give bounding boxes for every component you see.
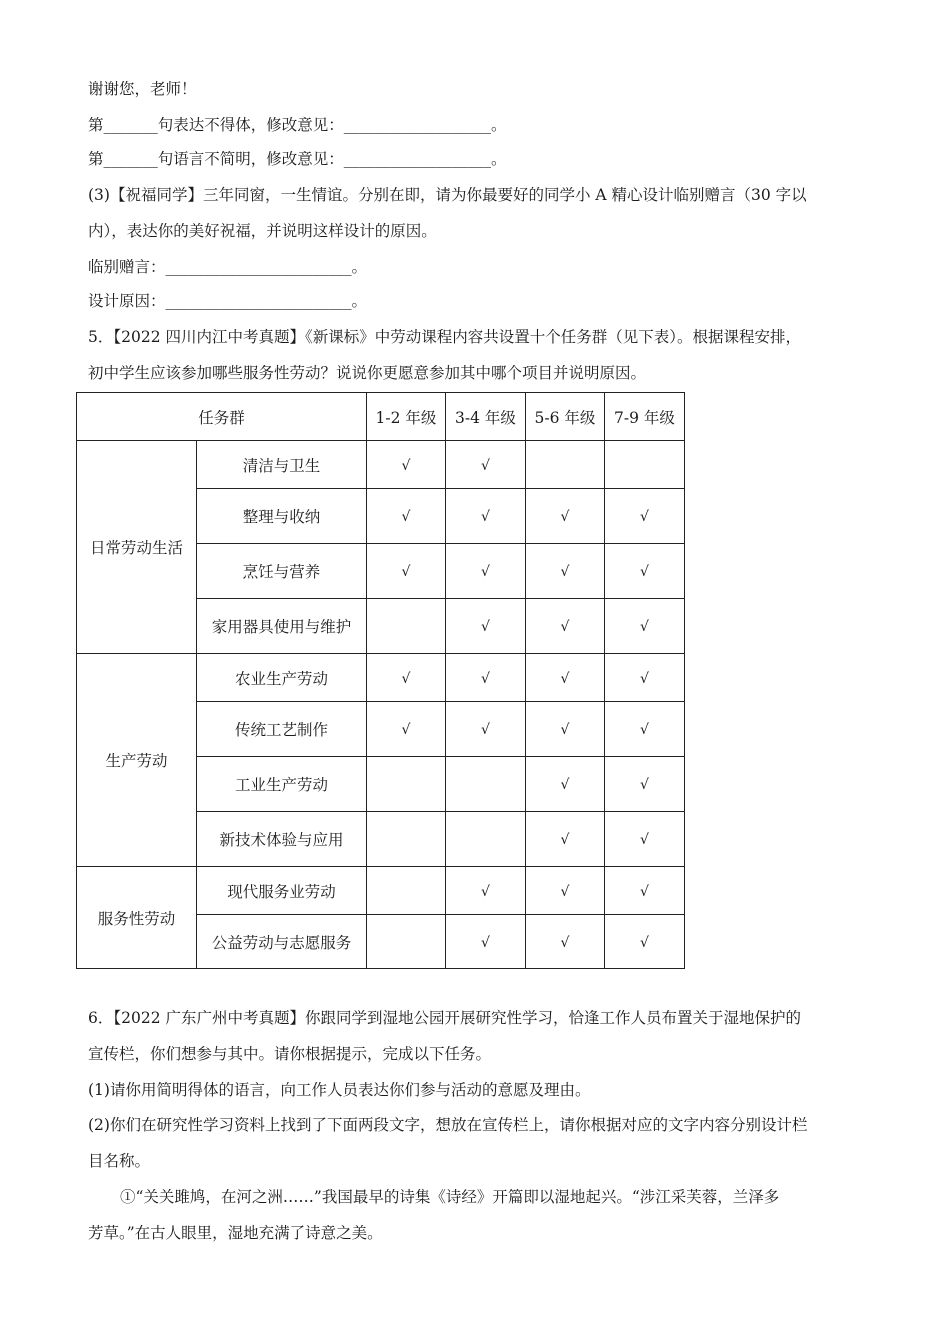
grade-check-cell — [526, 867, 605, 915]
grade-check-cell — [605, 757, 685, 812]
grade-check-cell — [526, 489, 605, 544]
grade-check-cell — [526, 702, 605, 757]
task-item-cell: 工业生产劳动 — [197, 757, 367, 812]
check-mark: √ — [640, 619, 649, 635]
grade-check-cell — [526, 599, 605, 654]
task-item-cell: 清洁与卫生 — [197, 441, 367, 489]
check-mark: √ — [481, 883, 490, 900]
grade-check-cell — [605, 599, 685, 654]
grade-check-cell — [605, 544, 685, 599]
grade-check-cell — [526, 812, 605, 867]
check-mark: √ — [481, 564, 490, 580]
grade-check-cell — [367, 867, 446, 915]
grade-check-cell — [446, 867, 526, 915]
line-top-6: 设计原因：________________________。 — [88, 292, 368, 310]
line-top-3: (3)【祝福同学】三年同窗，一生情谊。分别在即，请为你最要好的同学小 A 精心设计临别赠言（30 字以 — [88, 186, 807, 204]
task-item-cell: 家用器具使用与维护 — [197, 599, 367, 654]
grade-check-cell — [526, 757, 605, 812]
grade-check-cell — [367, 544, 446, 599]
grade-check-cell — [446, 599, 526, 654]
grade-check-cell — [446, 544, 526, 599]
group-name-cell: 生产劳动 — [77, 654, 197, 867]
grade-check-cell — [526, 915, 605, 969]
grade-check-cell — [367, 812, 446, 867]
grade-check-cell — [526, 544, 605, 599]
grade-check-cell — [605, 654, 685, 702]
grade-check-cell — [367, 915, 446, 969]
check-mark: √ — [481, 722, 490, 738]
check-mark: √ — [560, 934, 570, 951]
check-mark: √ — [640, 832, 649, 848]
check-mark: √ — [640, 934, 649, 951]
line-bottom-2: (1)请你用简明得体的语言，向工作人员表达你们参与活动的意愿及理由。 — [88, 1081, 591, 1099]
check-mark: √ — [481, 509, 490, 525]
group-name-cell: 服务性劳动 — [77, 867, 197, 969]
table-row — [77, 867, 685, 915]
grade-check-cell — [605, 812, 685, 867]
task-item-cell: 公益劳动与志愿服务 — [197, 915, 367, 969]
grade-check-cell — [367, 654, 446, 702]
grade-check-cell — [367, 599, 446, 654]
check-mark: √ — [401, 564, 411, 580]
check-mark: √ — [640, 564, 649, 580]
grade-check-cell — [526, 441, 605, 489]
table-row — [77, 654, 685, 702]
task-item-cell: 整理与收纳 — [197, 489, 367, 544]
grade-check-cell — [605, 867, 685, 915]
header-task-group: 任务群 — [77, 393, 367, 441]
line-top-4: 内），表达你的美好祝福，并说明这样设计的原因。 — [88, 222, 437, 240]
line-top-1: 第_______句表达不得体，修改意见：___________________。 — [88, 116, 507, 134]
check-mark: √ — [640, 883, 649, 900]
check-mark: √ — [401, 457, 411, 474]
line-bottom-1: 宣传栏，你们想参与其中。请你根据提示，完成以下任务。 — [88, 1045, 492, 1063]
grade-check-cell — [367, 489, 446, 544]
grade-check-cell — [446, 915, 526, 969]
grade-check-cell — [605, 441, 685, 489]
task-group-table — [76, 392, 685, 969]
grade-check-cell — [367, 757, 446, 812]
grade-check-cell — [367, 441, 446, 489]
header-grade-3-4: 3-4 年级 — [446, 393, 526, 441]
line-top-7: 5．【2022 四川内江中考真题】《新课标》中劳动课程内容共设置十个任务群（见下表）。根据课程安排， — [88, 328, 801, 346]
line-bottom-0: 6．【2022 广东广州中考真题】你跟同学到湿地公园开展研究性学习，恰逢工作人员布置关于湿地保护的 — [88, 1009, 801, 1027]
line-bottom-3: (2)你们在研究性学习资料上找到了下面两段文字，想放在宣传栏上，请你根据对应的文字内容分别设计栏 — [88, 1116, 808, 1134]
check-mark: √ — [401, 722, 411, 738]
task-item-cell: 新技术体验与应用 — [197, 812, 367, 867]
line-top-5: 临别赠言：________________________。 — [88, 258, 368, 276]
check-mark: √ — [560, 509, 570, 525]
check-mark: √ — [401, 509, 411, 525]
grade-check-cell — [446, 812, 526, 867]
grade-check-cell — [367, 702, 446, 757]
check-mark: √ — [560, 722, 570, 738]
group-name-cell: 日常劳动生活 — [77, 441, 197, 654]
check-mark: √ — [481, 670, 490, 687]
grade-check-cell — [446, 654, 526, 702]
check-mark: √ — [560, 564, 570, 580]
check-mark: √ — [560, 777, 570, 793]
check-mark: √ — [640, 722, 649, 738]
grade-check-cell — [526, 654, 605, 702]
grade-check-cell — [446, 489, 526, 544]
check-mark: √ — [401, 670, 411, 687]
grade-check-cell — [446, 441, 526, 489]
grade-check-cell — [446, 757, 526, 812]
task-item-cell: 现代服务业劳动 — [197, 867, 367, 915]
task-item-cell: 农业生产劳动 — [197, 654, 367, 702]
line-bottom-6: 芳草。”在古人眼里，湿地充满了诗意之美。 — [88, 1224, 383, 1242]
check-mark: √ — [640, 670, 649, 687]
line-bottom-4: 目名称。 — [88, 1152, 151, 1170]
line-top-2: 第_______句语言不简明，修改意见：___________________。 — [88, 150, 507, 168]
check-mark: √ — [640, 777, 649, 793]
check-mark: √ — [560, 832, 570, 848]
header-grade-1-2: 1-2 年级 — [367, 393, 446, 441]
header-grade-7-9: 7-9 年级 — [605, 393, 685, 441]
check-mark: √ — [640, 509, 649, 525]
grade-check-cell — [605, 489, 685, 544]
check-mark: √ — [481, 934, 490, 951]
grade-check-cell — [446, 702, 526, 757]
task-item-cell: 烹饪与营养 — [197, 544, 367, 599]
table-header-row — [77, 393, 685, 441]
grade-check-cell — [605, 915, 685, 969]
line-top-0: 谢谢您，老师！ — [88, 80, 197, 98]
table-row — [77, 441, 685, 489]
check-mark: √ — [560, 883, 570, 900]
check-mark: √ — [481, 619, 490, 635]
task-item-cell: 传统工艺制作 — [197, 702, 367, 757]
header-grade-5-6: 5-6 年级 — [526, 393, 605, 441]
check-mark: √ — [560, 670, 570, 687]
grade-check-cell — [605, 702, 685, 757]
check-mark: √ — [560, 619, 570, 635]
line-top-8: 初中学生应该参加哪些服务性劳动？说说你更愿意参加其中哪个项目并说明原因。 — [88, 364, 647, 382]
check-mark: √ — [481, 457, 490, 474]
line-bottom-5: ①“关关雎鸠，在河之洲……”我国最早的诗集《诗经》开篇即以湿地起兴。“涉江采芙蓉，兰泽多 — [120, 1188, 780, 1206]
